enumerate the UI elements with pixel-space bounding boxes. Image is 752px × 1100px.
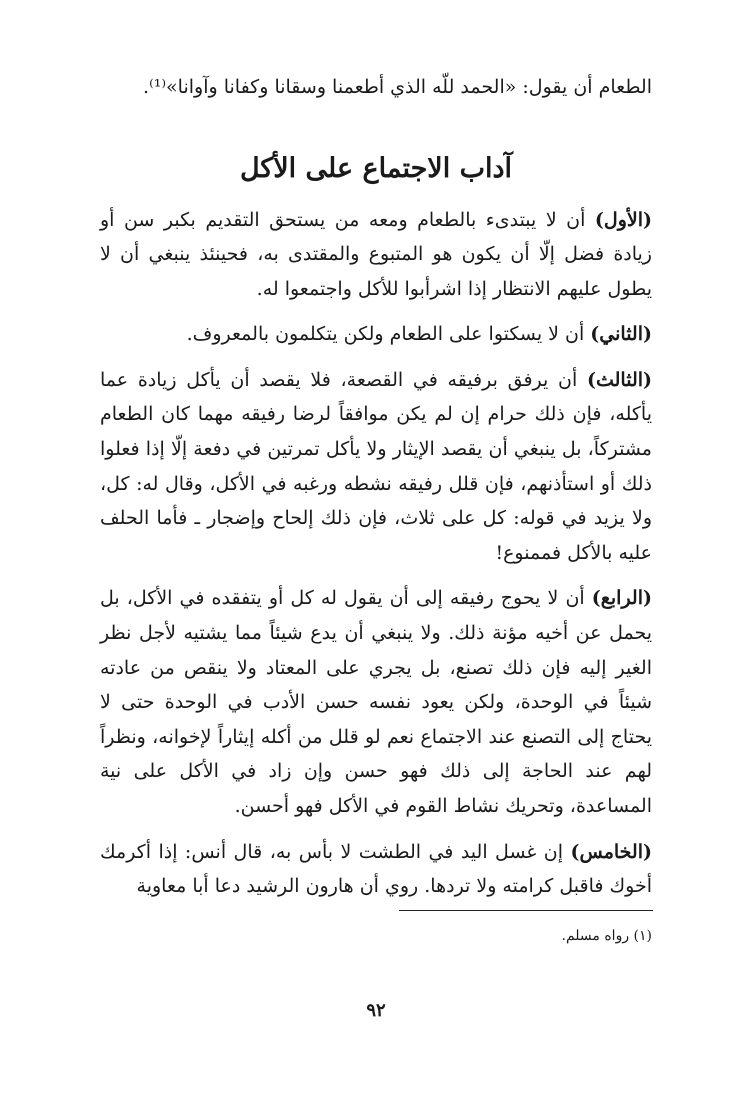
section-title: آداب الاجتماع على الأكل — [239, 152, 513, 184]
paragraph-second-body: أن لا يسكتوا على الطعام ولكن يتكلمون بالمعروف. — [186, 323, 591, 346]
paragraph-fifth — [100, 835, 652, 904]
paragraph-fourth — [100, 581, 652, 823]
paragraph-first — [100, 203, 652, 307]
header-line: الطعام أن يقول: «الحمد للّه الذي أطعمنا وسقانا وكفانا وآوانا»⁽¹⁾. — [143, 76, 652, 98]
paragraph-fifth-body: إن غسل اليد في الطشت لا بأس به، قال أنس: إذا أكرمك أخوك فاقبل كرامته ولا تردها. روي أن هارون الرشيد دعا أبا معاوية — [100, 840, 652, 898]
page-number: ٩٢ — [366, 1000, 386, 1021]
paragraph-fourth-text — [100, 581, 652, 823]
paragraph-first-body: أن لا يبتدىء بالطعام ومعه من يستحق التقديم بكبر سن أو زيادة فضل إلّا أن يكون هو المتبوع والمقتدى به، فحينئذ ينبغي أن لا يطول عليهم الانتظار إذا اشرأبوا للأكل واجتمعوا له. — [100, 208, 652, 300]
paragraph-fourth-body: أن لا يحوج رفيقه إلى أن يقول له كل أو يتفقده في الأكل، بل يحمل عن أخيه مؤنة ذلك. ولا ينبغي أن يدع شيئاً مما يشتيه لأجل نظر الغير إليه فإن ذلك تصنع، بل يجري على المعتاد ولا ينقص من عادته شيئاً في الوحدة، ولكن يعود نفسه حسن الأدب في الوحدة حتى لا يحتاج إلى التصنع عند الاجتماع نعم لو قلل من أكله إيثاراً لإخوانه، ونظراً لهم عند الحاجة إلى ذلك فهو حسن وإن زاد في الأكل على نية المساعدة، وتحريك نشاط القوم في الأكل فهو أحسن. — [100, 587, 652, 817]
paragraph-third-lead: (الثالث) — [586, 368, 652, 391]
paragraph-fifth-text — [100, 835, 652, 904]
paragraph-first-lead: (الأول) — [594, 208, 652, 231]
paragraph-second — [100, 317, 652, 352]
paragraph-third-text — [100, 363, 652, 571]
paragraph-second-lead: (الثاني) — [590, 323, 652, 346]
paragraph-fourth-lead: (الرابع) — [591, 587, 652, 610]
footnote-divider — [399, 910, 653, 911]
paragraph-fifth-lead: (الخامس) — [570, 840, 652, 863]
footnote: (١) رواه مسلم. — [561, 928, 652, 944]
paragraph-first-text — [100, 203, 652, 307]
page-body — [100, 62, 652, 915]
paragraph-second-text — [100, 317, 652, 352]
paragraph-third — [100, 363, 652, 571]
paragraph-third-body: أن يرفق برفيقه في القصعة، فلا يقصد أن يأكل زيادة عما يأكله، فإن ذلك حرام إن لم يكن موافقاً لرضا رفيقه مهما كان الطعام مشتركاً، بل ينبغي أن يقصد الإيثار ولا يأكل تمرتين في دفعة إلّا إذا فعلوا ذلك أو استأذنهم، فإن قلل رفيقه نشطه ورغبه في الأكل، وقال له: كل، ولا يزيد في قوله: كل على ثلاث، فإن ذلك إلحاح وإضجار ـ فأما الحلف عليه بالأكل فممنوع! — [100, 368, 652, 564]
